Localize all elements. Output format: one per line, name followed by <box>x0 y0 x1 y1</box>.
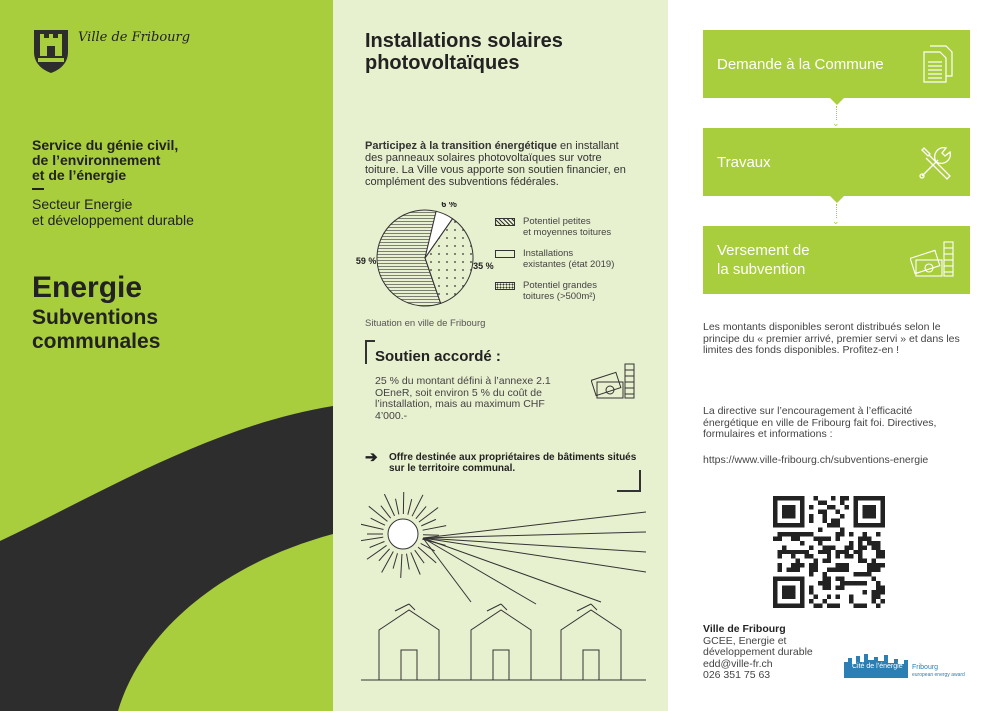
qr-module <box>867 568 871 572</box>
qr-module <box>876 568 880 572</box>
qr-module <box>840 527 844 531</box>
qr-module <box>849 545 853 549</box>
qr-module <box>836 509 840 513</box>
qr-module <box>804 532 808 536</box>
qr-module <box>845 581 849 585</box>
qr-module <box>876 554 880 558</box>
qr-module <box>840 586 844 590</box>
dots-swatch <box>495 282 515 290</box>
qr-module <box>827 550 831 554</box>
pie-label: 35 % <box>473 261 494 272</box>
legend-item-small-roofs: Potentiel petites et moyennes toitures <box>495 216 655 238</box>
qr-module <box>872 541 876 545</box>
sun-ray <box>396 499 399 515</box>
qr-module <box>876 550 880 554</box>
qr-module <box>809 568 813 572</box>
qr-module <box>827 545 831 549</box>
qr-module <box>827 536 831 540</box>
intro-rest: en installant des panneaux solaires photovoltaïques sur votre toiture. La Ville vous apporte son soutien financier, en complément des subventions fédérales. <box>365 140 626 188</box>
qr-module <box>863 581 867 585</box>
money-icon <box>910 238 956 282</box>
qr-module <box>782 545 786 549</box>
badge-text: Cité de l’énergie <box>852 663 903 670</box>
qr-module <box>849 554 853 558</box>
qr-module <box>858 559 862 563</box>
qr-code[interactable] <box>773 496 885 608</box>
right-panel <box>668 0 1000 711</box>
qr-module <box>849 541 853 545</box>
qr-module <box>867 572 871 576</box>
qr-module <box>795 550 799 554</box>
qr-module <box>840 514 844 518</box>
qr-module <box>827 577 831 581</box>
qr-module <box>782 586 795 599</box>
qr-module <box>791 532 795 536</box>
qr-module <box>795 536 799 540</box>
offer-text: Offre destinée aux propriétaires de bâtiments situés sur le territoire communal. <box>389 452 637 474</box>
qr-module <box>809 590 813 594</box>
coat-of-arms-logo <box>32 28 70 74</box>
qr-module <box>845 563 849 567</box>
sun-ray <box>361 524 384 529</box>
qr-module <box>876 590 880 594</box>
arrow-right-icon: ➔ <box>365 449 378 466</box>
qr-module <box>822 509 826 513</box>
qr-module <box>845 568 849 572</box>
left-panel <box>0 0 333 711</box>
money-icon <box>591 360 637 404</box>
qr-module <box>777 568 781 572</box>
qr-module <box>836 595 840 599</box>
qr-module <box>813 559 817 563</box>
chevron-down-icon: ⌄ <box>832 216 840 226</box>
qr-module <box>836 586 840 590</box>
contact-name: Ville de Fribourg <box>703 623 786 635</box>
allocation-text: Les montants disponibles seront distribués selon le principe du « premier arrivé, premier servi » et dans les limites des fonds disponibles. Profitez-en ! <box>703 321 960 356</box>
qr-module <box>876 532 880 536</box>
qr-module <box>863 536 867 540</box>
qr-module <box>822 500 826 504</box>
qr-module <box>822 514 826 518</box>
qr-module <box>872 577 876 581</box>
qr-module <box>858 541 862 545</box>
qr-module <box>813 496 817 500</box>
qr-module <box>827 595 831 599</box>
pie-label: 6 % <box>441 202 457 210</box>
qr-module <box>854 572 858 576</box>
legend-item-existing: Installations existantes (état 2019) <box>495 248 655 270</box>
qr-module <box>836 577 840 581</box>
step-pointer <box>830 98 844 105</box>
sun-ray <box>415 550 424 563</box>
qr-module <box>827 581 831 585</box>
contact-email[interactable]: edd@ville-fr.ch <box>703 657 773 670</box>
qr-module <box>881 599 885 603</box>
qr-module <box>876 581 880 585</box>
sun-ray <box>361 537 383 541</box>
qr-module <box>872 545 876 549</box>
sun-ray <box>371 518 385 525</box>
qr-module <box>813 563 817 567</box>
qr-module <box>822 545 826 549</box>
qr-module <box>822 581 826 585</box>
qr-module <box>881 586 885 590</box>
step-works: Travaux <box>703 128 970 196</box>
sun-ray <box>408 499 412 515</box>
qr-module <box>827 586 831 590</box>
qr-module <box>881 563 885 567</box>
decorative-arc <box>0 406 333 711</box>
qr-module <box>849 532 853 536</box>
qr-module <box>831 496 835 500</box>
qr-module <box>876 541 880 545</box>
qr-module <box>782 532 786 536</box>
qr-module <box>809 599 813 603</box>
qr-module <box>836 604 840 608</box>
qr-module <box>872 599 876 603</box>
qr-module <box>800 550 804 554</box>
qr-module <box>782 550 786 554</box>
sun-ray <box>412 495 423 516</box>
qr-module <box>809 532 813 536</box>
sun-ray <box>423 535 439 536</box>
qr-module <box>840 496 844 500</box>
plain-swatch <box>495 250 515 258</box>
qr-module <box>872 590 876 594</box>
qr-module <box>836 518 840 522</box>
qr-module <box>881 550 885 554</box>
qr-module <box>840 532 844 536</box>
chevron-down-icon: ⌄ <box>832 118 840 128</box>
qr-module <box>809 505 813 509</box>
qr-module <box>845 550 849 554</box>
qr-module <box>795 568 799 572</box>
qr-module <box>809 554 813 558</box>
qr-module <box>822 518 826 522</box>
qr-module <box>863 590 867 594</box>
qr-module <box>791 550 795 554</box>
qr-module <box>791 536 795 540</box>
qr-module <box>854 604 858 608</box>
qr-module <box>795 563 799 567</box>
qr-module <box>858 550 862 554</box>
support-text: 25 % du montant défini à l’annexe 2.1 OEneR, soit environ 5 % du coût de l’installation, mais au maximum CHF 4’000.- <box>375 375 551 422</box>
sun-ray <box>406 554 409 570</box>
qr-module <box>818 509 822 513</box>
qr-module <box>836 532 840 536</box>
sun-ray <box>423 538 646 572</box>
qr-module <box>822 550 826 554</box>
sun-ray <box>416 506 426 518</box>
sun-ray <box>423 538 536 604</box>
intro-text <box>365 140 635 188</box>
qr-module <box>818 527 822 531</box>
tools-icon <box>916 142 956 182</box>
qr-module <box>827 554 831 558</box>
sun-ray <box>393 553 397 568</box>
qr-module <box>813 536 817 540</box>
qr-module <box>867 536 871 540</box>
directive-text: La directive sur l’encouragement à l’efficacité énergétique en ville de Fribourg fait foi. Directives, formulaires et informations : <box>703 405 937 440</box>
step-payment: Versement de la subvention <box>703 226 970 294</box>
sun-ray <box>418 547 436 563</box>
legend-item-large-roofs: Potentiel grandes toitures (>500m²) <box>495 280 655 302</box>
pie-legend <box>495 216 655 312</box>
contact-line1: GCEE, Energie et <box>703 634 787 647</box>
qr-module <box>840 550 844 554</box>
sub-heading: Subventions communales <box>32 306 161 353</box>
bracket-top-left <box>365 340 375 364</box>
divider <box>32 188 44 190</box>
qr-module <box>818 604 822 608</box>
qr-module <box>854 550 858 554</box>
section-title: Installations solaires photovoltaïques <box>365 30 563 74</box>
qr-module <box>804 554 808 558</box>
support-title: Soutien accordé : <box>375 348 501 365</box>
qr-module <box>818 581 822 585</box>
qr-module <box>836 554 840 558</box>
qr-module <box>809 586 813 590</box>
qr-module <box>849 599 853 603</box>
qr-module <box>845 505 849 509</box>
sun-ray <box>423 526 447 531</box>
qr-module <box>818 541 822 545</box>
qr-module <box>840 568 844 572</box>
sun-ray <box>370 541 385 547</box>
qr-module <box>876 586 880 590</box>
qr-module <box>872 559 876 563</box>
qr-module <box>872 563 876 567</box>
qr-module <box>849 595 853 599</box>
qr-module <box>872 568 876 572</box>
qr-module <box>818 536 822 540</box>
hatch-swatch <box>495 218 515 226</box>
qr-module <box>786 550 790 554</box>
chart-caption: Situation en ville de Fribourg <box>365 318 486 329</box>
qr-module <box>840 577 844 581</box>
pie-chart <box>355 202 495 314</box>
qr-module <box>827 523 831 527</box>
qr-module <box>876 545 880 549</box>
qr-module <box>836 563 840 567</box>
sun-ray <box>421 519 436 526</box>
qr-module <box>822 559 826 563</box>
qr-module <box>858 536 862 540</box>
qr-module <box>845 496 849 500</box>
qr-module <box>777 563 781 567</box>
sun-ray <box>379 549 390 561</box>
qr-module <box>845 554 849 558</box>
sun-ray <box>423 512 646 538</box>
qr-module <box>777 554 781 558</box>
qr-module <box>827 568 831 572</box>
solar-houses-illustration <box>361 492 646 682</box>
qr-module <box>809 518 813 522</box>
qr-module <box>831 545 835 549</box>
qr-module <box>831 518 835 522</box>
qr-module <box>800 532 804 536</box>
qr-module <box>881 590 885 594</box>
qr-module <box>822 577 826 581</box>
qr-module <box>827 604 831 608</box>
qr-module <box>827 505 831 509</box>
qr-module <box>782 505 795 518</box>
qr-module <box>822 599 826 603</box>
qr-module <box>809 563 813 567</box>
qr-module <box>858 581 862 585</box>
qr-module <box>773 536 777 540</box>
service-name: Service du génie civil, de l’environnement et de l’énergie <box>32 137 179 183</box>
qr-module <box>795 532 799 536</box>
qr-module <box>786 532 790 536</box>
qr-module <box>818 550 822 554</box>
middle-panel <box>333 0 668 711</box>
qr-module <box>777 536 781 540</box>
qr-module <box>836 550 840 554</box>
qr-module <box>822 586 826 590</box>
subsidy-url[interactable]: https://www.ville-fribourg.ch/subventions-energie <box>703 454 929 466</box>
qr-module <box>881 554 885 558</box>
sun-ray <box>381 506 391 519</box>
qr-module <box>863 559 867 563</box>
qr-module <box>836 523 840 527</box>
qr-module <box>800 541 804 545</box>
badge-award: european energy award <box>912 672 965 678</box>
sun-ray <box>423 532 646 538</box>
intro-bold: Participez à la transition énergétique <box>365 140 557 152</box>
sun-ray <box>401 554 402 578</box>
qr-module <box>867 563 871 567</box>
qr-module <box>813 595 817 599</box>
qr-module <box>836 536 840 540</box>
qr-module <box>800 563 804 567</box>
qr-module <box>831 604 835 608</box>
qr-module <box>804 550 808 554</box>
qr-module <box>809 572 813 576</box>
qr-module <box>831 568 835 572</box>
qr-module <box>791 563 795 567</box>
main-heading: Energie <box>32 271 143 304</box>
qr-module <box>836 568 840 572</box>
qr-module <box>813 604 817 608</box>
qr-module <box>876 595 880 599</box>
qr-module <box>863 572 867 576</box>
qr-module <box>863 604 867 608</box>
qr-module <box>791 568 795 572</box>
qr-module <box>863 532 867 536</box>
step-pointer <box>830 196 844 203</box>
pie-label: 59 % <box>355 255 377 266</box>
qr-module <box>791 554 795 558</box>
qr-module <box>809 545 813 549</box>
contact-line2: développement durable <box>703 646 813 658</box>
qr-module <box>827 559 831 563</box>
qr-module <box>822 536 826 540</box>
qr-module <box>858 545 862 549</box>
qr-module <box>876 604 880 608</box>
qr-module <box>858 604 862 608</box>
qr-module <box>840 581 844 585</box>
qr-module <box>858 554 862 558</box>
qr-module <box>840 500 844 504</box>
qr-module <box>858 572 862 576</box>
qr-module <box>813 568 817 572</box>
bracket-bottom-right <box>617 470 641 492</box>
qr-module <box>867 541 871 545</box>
sun-ray <box>423 538 471 602</box>
qr-module <box>876 563 880 567</box>
qr-module <box>777 550 781 554</box>
qr-module <box>863 505 876 518</box>
qr-module <box>863 545 867 549</box>
qr-module <box>840 563 844 567</box>
qr-module <box>831 523 835 527</box>
qr-module <box>872 595 876 599</box>
sun-ray <box>382 551 394 572</box>
qr-module <box>786 568 790 572</box>
qr-module <box>854 581 858 585</box>
qr-module <box>845 545 849 549</box>
qr-module <box>809 514 813 518</box>
step-request: Demande à la Commune <box>703 30 970 98</box>
documents-icon <box>920 44 956 84</box>
qr-module <box>849 581 853 585</box>
contact-block <box>703 624 813 682</box>
qr-module <box>818 500 822 504</box>
contact-phone[interactable]: 026 351 75 63 <box>703 669 771 681</box>
qr-module <box>795 559 799 563</box>
org-name: Ville de Fribourg <box>78 30 191 45</box>
qr-module <box>777 532 781 536</box>
qr-module <box>822 572 826 576</box>
sector-name: Secteur Energie et développement durable <box>32 196 194 228</box>
qr-module <box>831 505 835 509</box>
badge-city: Fribourg <box>912 664 939 671</box>
